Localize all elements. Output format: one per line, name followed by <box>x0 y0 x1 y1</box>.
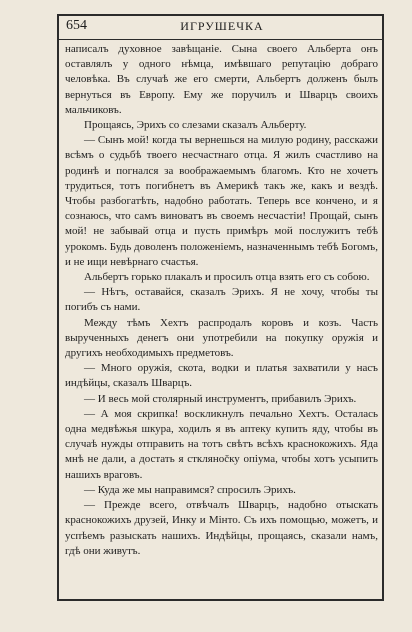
paragraph: Альбертъ горько плакалъ и просилъ отца взять его съ собою. <box>84 271 370 284</box>
header-rule <box>59 39 382 40</box>
paragraph: Прощаясь, Эрихъ со слезами сказалъ Альберту. <box>84 119 307 132</box>
running-title: ИГРУШЕЧКА <box>180 19 264 33</box>
paragraph: — Сынъ мой! когда ты вернешься на милую родину, расскажи всѣмъ о судьбѣ твоего несчастнаго отца. Я жилъ счастливо на родинѣ и погнался за воображаемымъ благомъ. Кто не хочетъ трудиться, тотъ погибнетъ въ Америкѣ такъ же, какъ и вездѣ. Чтобы разбогатѣть, надобно работать. Теперь все кончено, и я сознаюсь, что самъ виноватъ въ своемъ несчастіи! Прощай, сынъ мой! не забывай отца и пусть примѣръ мой послужитъ тебѣ урокомъ. Будь доволенъ положеніемъ, назначеннымъ тебѣ Богомъ, и не ищи невѣрнаго счастья. <box>65 134 378 268</box>
paragraph: Между тѣмъ Хехтъ распродалъ коровъ и козъ. Часть вырученныхъ денегъ они употребили на покупку оружія и другихъ необходимыхъ предметовъ. <box>65 316 378 360</box>
paragraph: — Куда же мы направимся? спросилъ Эрихъ. <box>84 483 296 496</box>
paragraph: — Прежде всего, отвѣчалъ Шварцъ, надобно отыскать краснокожихъ друзей, Инку и Мінто. Съ ихъ помощью, можетъ, и успѣемъ разыскать нашихъ. Индѣйцы, прощаясь, сказали намъ, гдѣ они живутъ. <box>65 499 378 557</box>
paragraph: — Нѣтъ, оставайся, сказалъ Эрихъ. Я не хочу, чтобы ты погибъ съ нами. <box>65 286 378 314</box>
paragraph: написалъ духовное завѣщаніе. Сына своего Альберта онъ оставлялъ у одного нѣмца, имѣвшаго репутацію добраго человѣка. Въ случаѣ же его смерти, Альбертъ долженъ былъ вернуться въ Европу. Ему же поручилъ и Шварцъ своихъ мальчиковъ. <box>65 43 378 116</box>
page-number: 654 <box>66 18 87 33</box>
body-text <box>65 42 378 559</box>
paragraph: — И весь мой столярный инструментъ, прибавилъ Эрихъ. <box>84 392 357 405</box>
paragraph: — А моя скрипка! воскликнулъ печально Хехтъ. Осталась одна медвѣжья шкура, ходилъ я въ аптеку купить яду, чтобы въ случаѣ нужды отправить на тотъ свѣтъ всѣхъ краснокожихъ. Яда мнѣ не дали, а достать я стклянočку опіума, чтобы хотъ усыпить нашихъ враговъ. <box>65 407 378 481</box>
page-header <box>66 18 378 40</box>
paragraph: — Много оружія, скота, водки и платья захватили у насъ индѣйцы, сказалъ Шварцъ. <box>65 362 378 390</box>
